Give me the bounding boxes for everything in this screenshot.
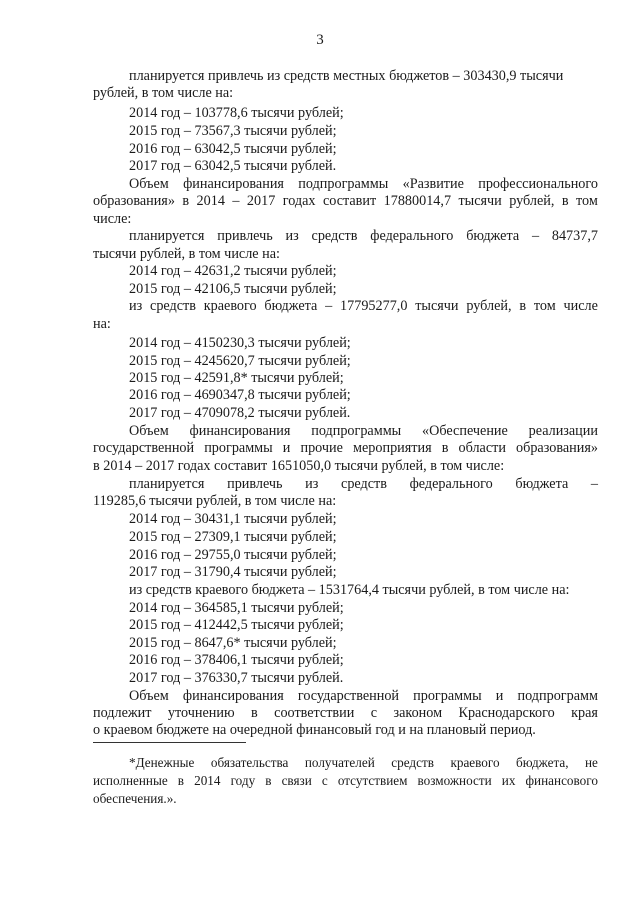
word: возможности xyxy=(417,773,492,788)
page-number: 3 xyxy=(316,32,324,48)
word: мероприятия xyxy=(353,440,432,456)
vocational-regional-line xyxy=(129,298,598,315)
word: федерального xyxy=(409,476,493,492)
local-budget-line-end: рублей, в том числе на: xyxy=(93,85,234,101)
word: бюджета xyxy=(466,228,520,244)
support-intro-line xyxy=(129,423,598,440)
vocational-intro-line xyxy=(93,193,598,210)
vocational-regional-year: 2014 год – 4150230,3 тысячи рублей; xyxy=(129,335,351,351)
word: и xyxy=(495,688,504,704)
word: тысячи xyxy=(415,298,459,314)
vocational-intro-end: числе: xyxy=(93,211,132,227)
word: привлечь xyxy=(227,476,283,492)
word: финансирования xyxy=(189,423,291,439)
word: рублей, xyxy=(509,193,555,209)
word: в xyxy=(561,193,569,209)
word: бюджета, xyxy=(516,755,569,770)
word: 2017 xyxy=(246,193,276,209)
word: средств xyxy=(341,476,387,492)
word: федерального xyxy=(370,228,454,244)
support-federal-year: 2014 год – 30431,1 тысячи рублей; xyxy=(129,511,337,527)
word: бюджета xyxy=(264,298,318,314)
word: из xyxy=(305,476,319,492)
word: профессионального xyxy=(478,176,598,192)
footnote-line xyxy=(129,754,598,771)
word: из xyxy=(285,228,299,244)
word: с xyxy=(370,705,378,721)
local-2016: 2016 год – 63042,5 тысячи рублей; xyxy=(129,141,337,157)
word: – xyxy=(232,193,240,209)
word: из xyxy=(129,298,143,314)
word: краевого xyxy=(203,298,257,314)
word: подпрограмм xyxy=(517,688,598,704)
word: числе xyxy=(563,298,598,314)
word: Объем xyxy=(129,176,169,192)
local-budget-line: планируется привлечь из средств местных бюджетов – 303430,9 тысячи xyxy=(129,68,564,84)
word: с xyxy=(321,773,328,788)
word: «Развитие xyxy=(402,176,464,192)
word: соответствии xyxy=(274,705,355,721)
word: уточнению xyxy=(167,705,235,721)
word: их xyxy=(501,773,516,788)
word: программы xyxy=(413,688,482,704)
word: в xyxy=(519,298,527,314)
word: составит xyxy=(322,193,377,209)
word: том xyxy=(533,298,556,314)
word: краевого xyxy=(450,755,500,770)
final-note-end: о краевом бюджете на очередной финансовый год и на плановый период. xyxy=(93,722,536,738)
word: Объем xyxy=(129,423,169,439)
support-federal-year: 2016 год – 29755,0 тысячи рублей; xyxy=(129,547,337,563)
vocational-federal-year: 2014 год – 42631,2 тысячи рублей; xyxy=(129,263,337,279)
word: средств xyxy=(391,755,434,770)
word: финансирования xyxy=(182,688,284,704)
word: и xyxy=(282,440,291,456)
word: подпрограммы xyxy=(298,176,389,192)
word: рублей, xyxy=(466,298,512,314)
word: программы xyxy=(204,440,273,456)
word: том xyxy=(576,193,598,209)
support-federal-line xyxy=(129,476,598,493)
word: финансового xyxy=(525,773,598,788)
word: бюджета xyxy=(515,476,569,492)
word: государственной xyxy=(297,688,400,704)
vocational-intro-line xyxy=(129,176,598,193)
support-federal-year: 2017 год – 31790,4 тысячи рублей; xyxy=(129,564,337,580)
word: средств xyxy=(150,298,196,314)
word: в xyxy=(182,193,190,209)
word: получателей xyxy=(304,755,375,770)
support-intro-line xyxy=(93,440,598,457)
word: году xyxy=(230,773,256,788)
vocational-federal-year: 2015 год – 42106,5 тысячи рублей; xyxy=(129,281,337,297)
word: не xyxy=(585,755,598,770)
vocational-federal-end: тысячи рублей, в том числе на: xyxy=(93,246,280,262)
word: прочие xyxy=(300,440,343,456)
support-regional-year: 2015 год – 412442,5 тысячи рублей; xyxy=(129,617,344,633)
word: тысячи xyxy=(458,193,502,209)
support-regional-year: 2014 год – 364585,1 тысячи рублей; xyxy=(129,600,344,616)
final-note-line xyxy=(129,688,598,705)
word: финансирования xyxy=(183,176,284,192)
word: – xyxy=(325,298,333,314)
final-note-line xyxy=(93,705,598,722)
vocational-regional-end: на: xyxy=(93,316,111,332)
word: планируется xyxy=(129,476,205,492)
footnote-end: обеспечения.». xyxy=(93,791,177,806)
word: образования» xyxy=(516,440,598,456)
support-regional-year: 2017 год – 376330,7 тысячи рублей. xyxy=(129,670,344,686)
vocational-regional-year: 2015 год – 42591,8* тысячи рублей; xyxy=(129,370,344,386)
word: планируется xyxy=(129,228,205,244)
word: области xyxy=(458,440,506,456)
word: 2014 xyxy=(194,773,221,788)
word: подлежит xyxy=(93,705,152,721)
local-2014: 2014 год – 103778,6 тысячи рублей; xyxy=(129,105,344,121)
word: *Денежные xyxy=(129,755,195,770)
word: обязательства xyxy=(210,755,289,770)
word: Объем xyxy=(129,688,169,704)
word: связи xyxy=(281,773,312,788)
word: в xyxy=(251,705,258,721)
support-federal-year: 2015 год – 27309,1 тысячи рублей; xyxy=(129,529,337,545)
word: подпрограммы xyxy=(311,423,402,439)
word: государственной xyxy=(93,440,195,456)
word: в xyxy=(265,773,272,788)
word: 17795277,0 xyxy=(340,298,408,314)
word: отсутствием xyxy=(337,773,408,788)
vocational-regional-year: 2017 год – 4709078,2 тысячи рублей. xyxy=(129,405,351,421)
word: законом xyxy=(393,705,443,721)
local-2017: 2017 год – 63042,5 тысячи рублей. xyxy=(129,158,337,174)
word: реализации xyxy=(528,423,598,439)
word: образования» xyxy=(93,193,175,209)
support-intro-end: в 2014 – 2017 годах составит 1651050,0 тысячи рублей, в том числе: xyxy=(93,458,505,474)
support-federal-end: 119285,6 тысячи рублей, в том числе на: xyxy=(93,493,337,509)
word: в xyxy=(441,440,449,456)
word: средств xyxy=(311,228,358,244)
word: годах xyxy=(282,193,316,209)
footnote-line xyxy=(93,772,598,789)
word: исполненные xyxy=(93,773,168,788)
vocational-regional-year: 2016 год – 4690347,8 тысячи рублей; xyxy=(129,387,351,403)
word: 17880014,7 xyxy=(383,193,452,209)
local-2015: 2015 год – 73567,3 тысячи рублей; xyxy=(129,123,337,139)
vocational-regional-year: 2015 год – 4245620,7 тысячи рублей; xyxy=(129,353,351,369)
word: «Обеспечение xyxy=(422,423,508,439)
support-regional-year: 2016 год – 378406,1 тысячи рублей; xyxy=(129,652,344,668)
word: привлечь xyxy=(217,228,273,244)
vocational-federal-line xyxy=(129,228,598,245)
word: 84737,7 xyxy=(551,228,598,244)
word: – xyxy=(531,228,540,244)
support-regional-line: из средств краевого бюджета – 1531764,4 тысячи рублей, в том числе на: xyxy=(129,582,570,598)
support-regional-year: 2015 год – 8647,6* тысячи рублей; xyxy=(129,635,337,651)
word: Краснодарского xyxy=(458,705,555,721)
word: в xyxy=(177,773,185,788)
word: 2014 xyxy=(196,193,225,209)
footnote-separator xyxy=(93,742,246,743)
word: края xyxy=(571,705,598,721)
word: – xyxy=(590,476,598,492)
